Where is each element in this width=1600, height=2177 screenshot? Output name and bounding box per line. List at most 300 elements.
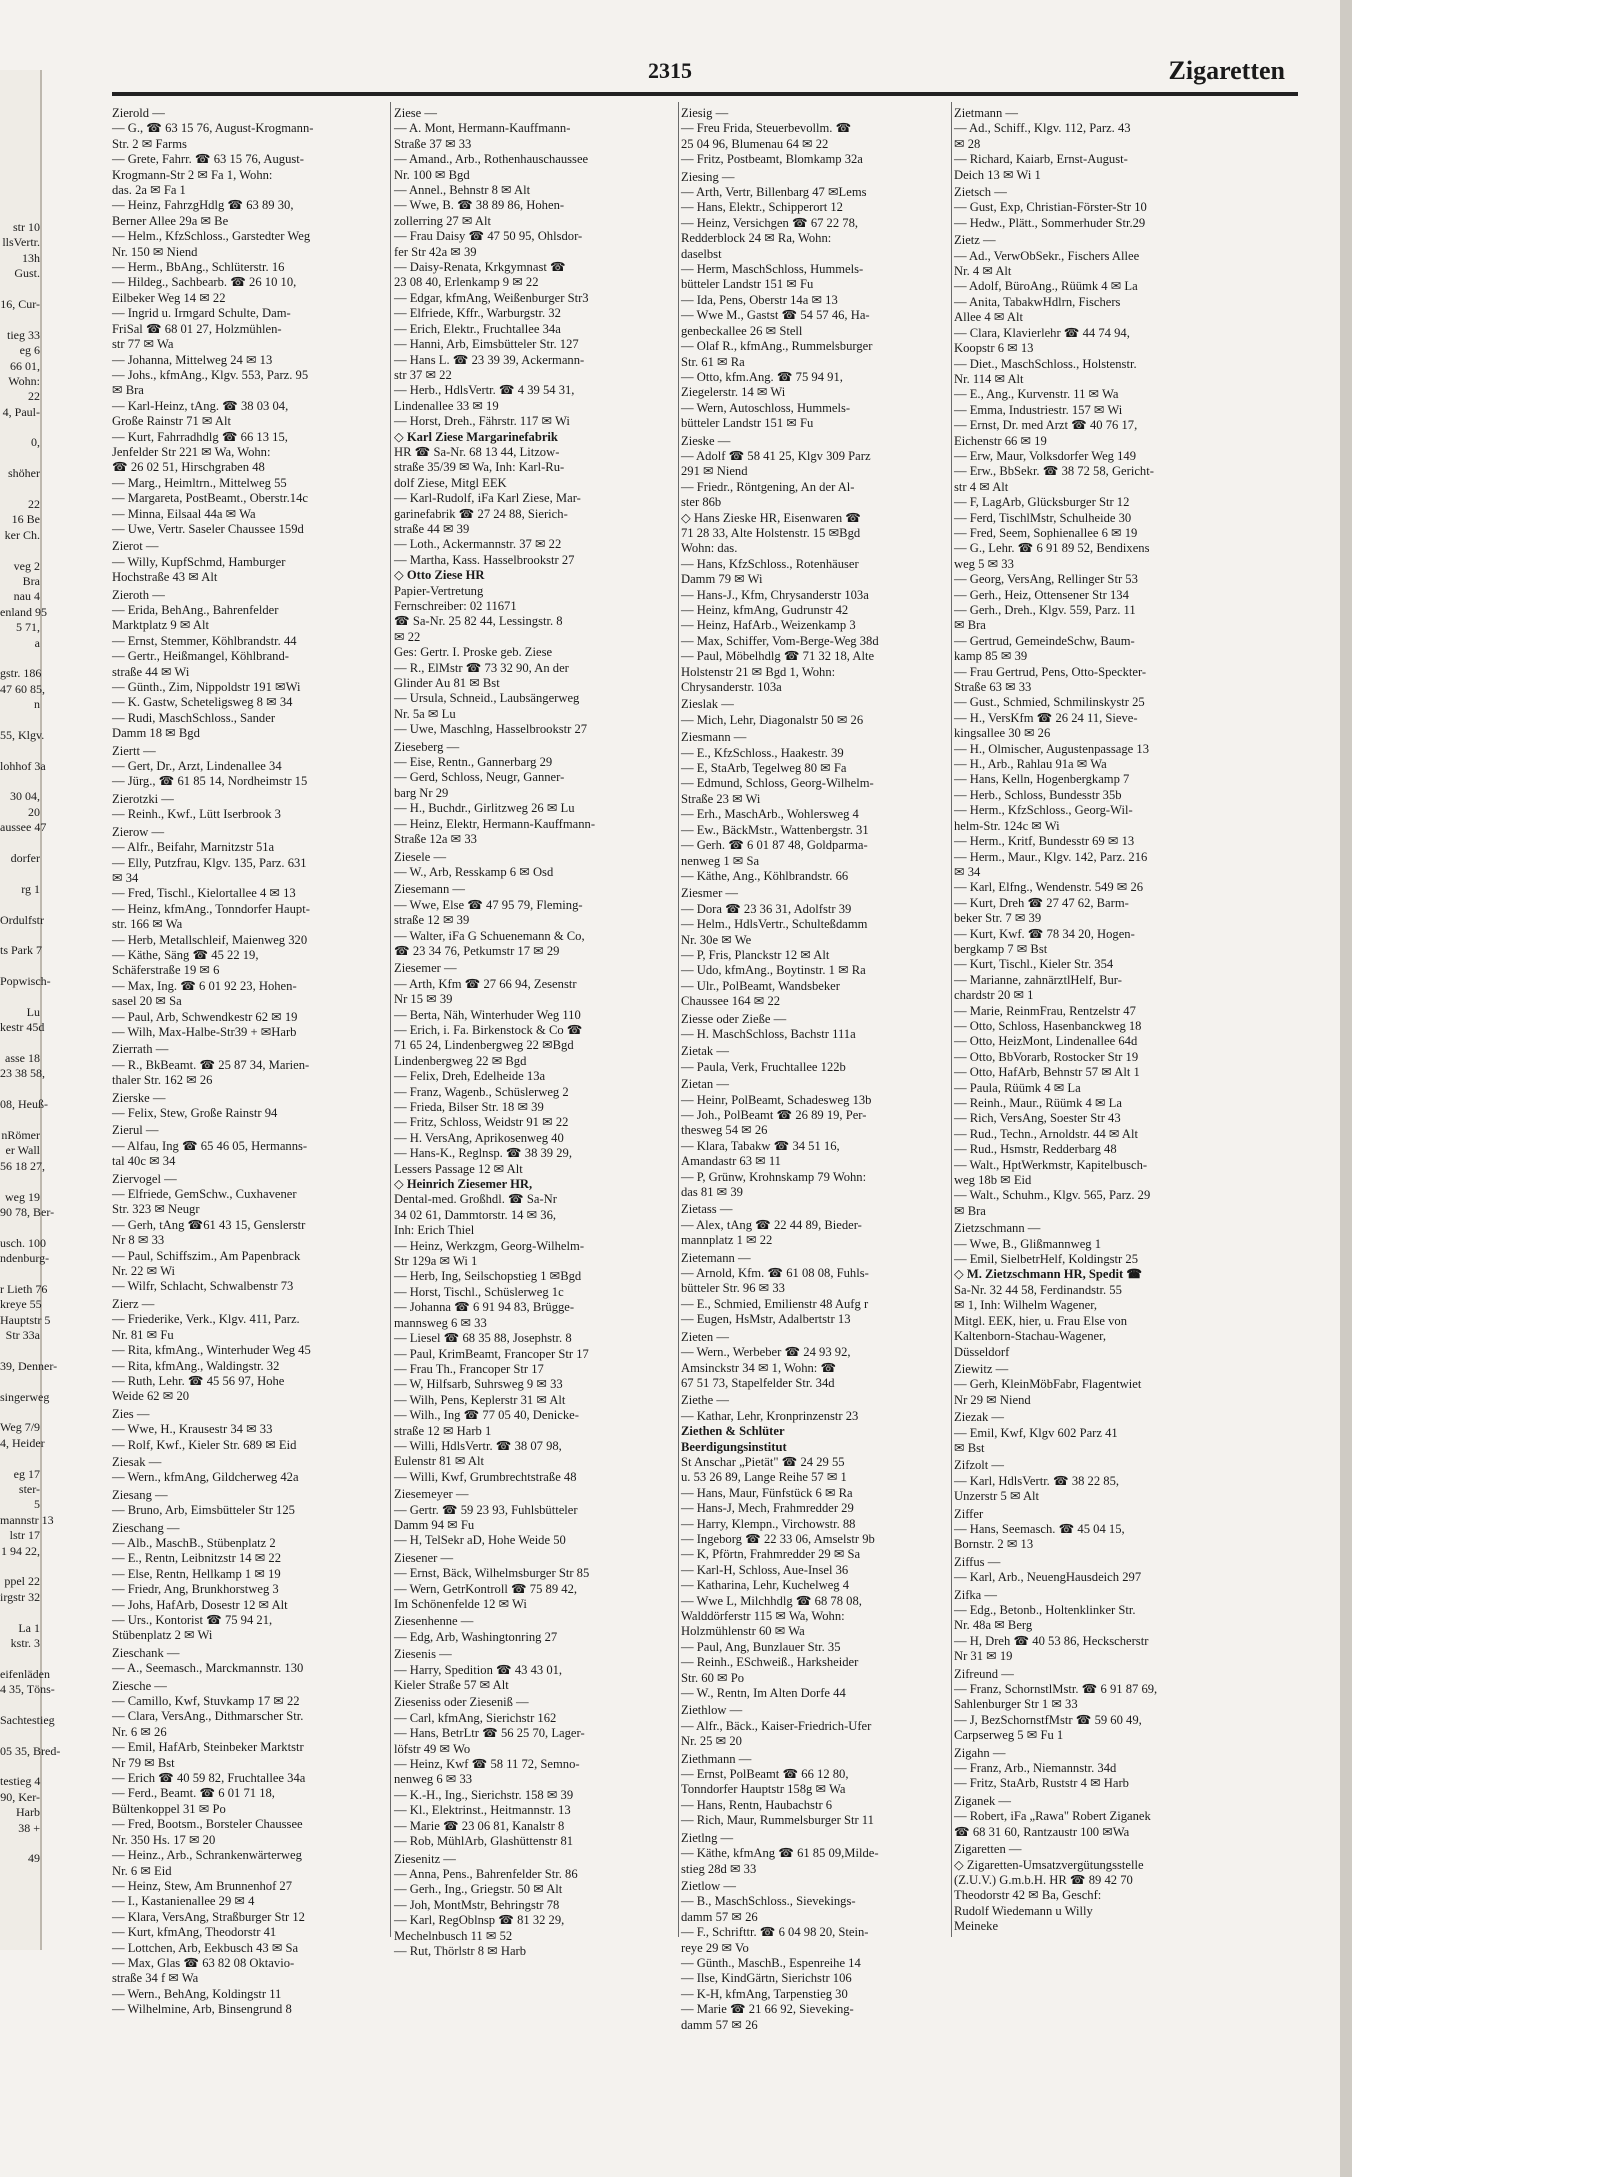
edge-fragment: Popwisch-	[0, 974, 51, 989]
directory-entry-line: Nr. 5a ✉ Lu	[394, 706, 456, 721]
surname-heading: Ziffer	[954, 1506, 984, 1521]
directory-entry-line: — Willi, HdlsVertr. ☎ 38 07 98,	[394, 1438, 562, 1453]
directory-entry-line: — A., Seemasch., Marckmannstr. 130	[112, 1661, 304, 1676]
directory-entry-line: — Fred, Bootsm., Borsteler Chaussee	[112, 1817, 303, 1832]
edge-fragment: 22	[28, 497, 40, 512]
directory-entry-line: — Frau Th., Francoper Str 17	[394, 1361, 544, 1376]
surname-heading: Zietan —	[681, 1077, 729, 1092]
directory-entry-line: Weide 62 ✉ 20	[112, 1389, 190, 1404]
edge-fragment: tieg 33	[7, 327, 40, 342]
directory-entry-line: Damm 94 ✉ Fu	[394, 1517, 475, 1532]
directory-entry-line: — Hedw., Plätt., Sommerhuder Str.29	[954, 215, 1146, 230]
directory-entry-line: ✉ 34	[954, 864, 981, 879]
directory-entry-line: Chaussee 164 ✉ 22	[681, 994, 781, 1009]
directory-entry-line: — Katharina, Lehr, Kuchelweg 4	[681, 1578, 850, 1593]
surname-heading: Ziesenitz —	[394, 1851, 456, 1866]
directory-entry-line: — Heinz, Stew, Am Brunnenhof 27	[112, 1878, 293, 1893]
directory-entry-line: — Kurt, kfmAng, Theodorstr 41	[112, 1925, 277, 1940]
directory-entry-line: — H., VersKfm ☎ 26 24 11, Sieve-	[954, 710, 1138, 725]
surname-heading: Zieslak —	[681, 697, 734, 712]
directory-entry-line: — Ulr., PolBeamt, Wandsbeker	[681, 978, 840, 993]
directory-entry-line: — Herb, Ing, Seilschopstieg 1 ✉Bgd	[394, 1269, 582, 1284]
directory-entry-line: — Ferd., Beamt. ☎ 6 01 71 18,	[112, 1786, 275, 1801]
directory-entry-line: — Ida, Pens, Oberstr 14a ✉ 13	[681, 292, 838, 307]
directory-entry-line: Wohn: das.	[681, 541, 738, 556]
directory-entry-line: — Heinz, HafArb., Weizenkamp 3	[681, 618, 856, 633]
directory-entry-line: — Gertr. ☎ 59 23 93, Fuhlsbütteler	[394, 1502, 578, 1517]
directory-entry-line: — Karl-H, Schloss, Aue-Insel 36	[681, 1562, 849, 1577]
directory-entry-line: Im Schönenfelde 12 ✉ Wi	[394, 1597, 527, 1611]
surname-heading: Zietlng —	[681, 1830, 734, 1845]
directory-entry-line: — Hanni, Arb, Eimsbütteler Str. 127	[394, 337, 579, 352]
edge-fragment: ts Park 7	[0, 943, 42, 958]
directory-entry-line: reye 29 ✉ Vo	[681, 1940, 749, 1955]
surname-heading: Zierot —	[112, 539, 159, 554]
directory-entry-line: — Georg, VersAng, Rellinger Str 53	[954, 572, 1138, 587]
directory-entry-line: — Ruth, Lehr. ☎ 45 56 97, Hohe	[112, 1373, 285, 1388]
edge-fragment: Str 33a	[5, 1328, 40, 1343]
directory-entry-line: — Elfriede, Kffr., Warburgstr. 32	[394, 306, 561, 321]
surname-heading: Zieseniss oder Zieseniß —	[394, 1695, 529, 1710]
surname-heading: Zietass —	[681, 1202, 733, 1217]
directory-entry-line: damm 57 ✉ 26	[681, 1909, 758, 1924]
directory-entry-line: — Reinh., Maur., Rüümk 4 ✉ La	[954, 1096, 1122, 1110]
directory-entry-line: — F, LagArb, Glücksburger Str 12	[954, 495, 1130, 510]
surname-heading: Ziethlow —	[681, 1703, 743, 1718]
directory-entry-line: Koopstr 6 ✉ 13	[954, 341, 1034, 356]
directory-entry-line: — Klara, VersAng, Straßburger Str 12	[112, 1909, 305, 1924]
directory-entry-line: — Gerh., Ing., Griegstr. 50 ✉ Alt	[394, 1882, 563, 1897]
surname-heading: Zigaretten —	[954, 1842, 1022, 1857]
directory-entry-line: — Wwe L, Milchhdlg ☎ 68 78 08,	[681, 1593, 862, 1608]
directory-entry-line: — Wern., Werbeber ☎ 24 93 92,	[681, 1345, 851, 1360]
directory-entry-line: — Amand., Arb., Rothenhauschaussee	[394, 152, 589, 167]
directory-entry-line: — Otto, kfm.Ang. ☎ 75 94 91,	[681, 369, 843, 384]
directory-entry-line: — Johs., kfmAng., Klgv. 553, Parz. 95	[112, 367, 309, 382]
surname-heading: Ziesig —	[681, 106, 729, 120]
directory-entry-line: Amandastr 63 ✉ 11	[681, 1154, 781, 1169]
edge-fragment	[0, 1698, 40, 1713]
directory-entry-line: — Franz, SchornstlMstr. ☎ 6 91 87 69,	[954, 1682, 1158, 1697]
surname-heading: Ziganek —	[954, 1793, 1012, 1808]
directory-entry-line: — Harry, Klempn., Virchowstr. 88	[681, 1516, 856, 1531]
directory-entry-line: — Kurt, Kwf. ☎ 78 34 20, Hogen-	[954, 926, 1135, 941]
directory-entry-line: Eulenstr 81 ✉ Alt	[394, 1454, 484, 1469]
directory-entry-line: — Friedr, Ang, Brunkhorstweg 3	[112, 1582, 279, 1597]
directory-entry-line: — Hans-K., Reglnsp. ☎ 38 39 29,	[394, 1146, 572, 1161]
surname-heading: Zierotzki —	[112, 791, 174, 806]
surname-heading: Zieseberg —	[394, 739, 460, 754]
directory-entry-line: — Johanna ☎ 6 91 94 83, Brügge-	[394, 1300, 575, 1315]
directory-entry-line: — Arth, Vertr, Billenbarg 47 ✉Lems	[681, 185, 867, 200]
directory-entry-line: — Kurt, Tischl., Kieler Str. 354	[954, 957, 1114, 972]
directory-entry-line: — Rolf, Kwf., Kieler Str. 689 ✉ Eid	[112, 1437, 297, 1452]
directory-entry-line: — Lottchen, Arb, Eekbusch 43 ✉ Sa	[112, 1940, 299, 1955]
directory-entry-line: — Alfr., Bäck., Kaiser-Friedrich-Ufer	[681, 1718, 872, 1733]
directory-entry-line: — K-H, kfmAng, Tarpenstieg 30	[681, 1986, 848, 2001]
directory-entry-line: nenweg 6 ✉ 33	[394, 1772, 473, 1787]
directory-entry-line: — Hans-J, Mech, Frahmredder 29	[681, 1501, 854, 1516]
directory-entry-line: Dental-med. Großhdl. ☎ Sa-Nr	[394, 1192, 557, 1207]
business-entry-line: ◇ Heinrich Ziesemer HR,	[394, 1177, 533, 1192]
edge-fragment: asse 18	[5, 1051, 40, 1066]
directory-entry-line: ◇ Zigaretten-Umsatzvergütungsstelle	[954, 1857, 1144, 1872]
directory-entry-line: — Otto, Schloss, Hasenbanckweg 18	[954, 1018, 1142, 1033]
directory-entry-line: str. 166 ✉ Wa	[112, 917, 183, 932]
directory-entry-line: — Edgar, kfmAng, Weißenburger Str3	[394, 290, 589, 305]
directory-entry-line: — Otto, BbVorarb, Rostocker Str 19	[954, 1049, 1139, 1064]
directory-entry-line: — Wwe, Else ☎ 47 95 79, Fleming-	[394, 897, 583, 912]
directory-entry-line: — Diet., MaschSchloss., Holstenstr.	[954, 356, 1137, 371]
edge-fragment	[0, 282, 40, 297]
directory-entry-line: — Martha, Kass. Hasselbrookstr 27	[394, 552, 575, 567]
directory-entry-line: — Rob, MühlArb, Glashüttenstr 81	[394, 1834, 574, 1849]
edge-fragment	[0, 1759, 40, 1774]
directory-entry-line: — Richard, Kaiarb, Ernst-August-	[954, 152, 1128, 167]
directory-entry-line: — K.-H., Ing., Sierichstr. 158 ✉ 39	[394, 1787, 574, 1802]
edge-fragment: kestr 45d	[0, 1020, 45, 1035]
directory-entry-line: barg Nr 29	[394, 785, 449, 800]
directory-entry-line: str 4 ✉ Alt	[954, 479, 1009, 494]
directory-entry-line: — Karl, HdlsVertr. ☎ 38 22 85,	[954, 1473, 1120, 1488]
surname-heading: Zietzschmann —	[954, 1221, 1041, 1236]
edge-fragment	[0, 451, 40, 466]
directory-entry-line: Chrysanderstr. 103a	[681, 680, 782, 695]
directory-entry-line: Große Rainstr 71 ✉ Alt	[112, 414, 231, 429]
edge-fragment	[0, 1113, 40, 1128]
directory-entry-line: Lindenbergweg 22 ✉ Bgd	[394, 1053, 527, 1068]
directory-entry-line: — Herb., HdlsVertr. ☎ 4 39 54 31,	[394, 383, 575, 398]
surname-heading: Zieske —	[681, 433, 731, 448]
directory-entry-line: — W., Arb, Resskamp 6 ✉ Osd	[394, 864, 554, 879]
edge-fragment: gstr. 186	[0, 666, 42, 681]
directory-entry-line: Allee 4 ✉ Alt	[954, 310, 1023, 325]
directory-entry-line: Schäferstraße 19 ✉ 6	[112, 963, 220, 978]
directory-entry-line: — Herm., BbAng., Schlüterstr. 16	[112, 260, 285, 275]
directory-entry-line: — H. VersAng, Aprikosenweg 40	[394, 1130, 564, 1145]
edge-fragment: Harb	[16, 1805, 40, 1820]
edge-fragment: 56 18 27,	[0, 1158, 45, 1173]
edge-fragment	[0, 836, 40, 851]
directory-entry-line: — Elly, Putzfrau, Klgv. 135, Parz. 631	[112, 855, 307, 870]
directory-entry-line: bütteler Landstr 151 ✉ Fu	[681, 416, 814, 431]
directory-entry-line: — K. Gastw, Scheteligsweg 8 ✉ 34	[112, 695, 293, 710]
directory-entry-line: — Emma, Industriestr. 157 ✉ Wi	[954, 402, 1123, 417]
directory-entry-line: — Wwe, B., Glißmannweg 1	[954, 1236, 1102, 1251]
directory-entry-line: — Fred, Seem, Sophienallee 6 ✉ 19	[954, 525, 1138, 540]
surname-heading: Ziesener —	[394, 1550, 454, 1565]
directory-entry-line: — Marie ☎ 21 66 92, Sieveking-	[681, 2002, 854, 2017]
directory-entry-line: — R., BkBeamt. ☎ 25 87 34, Marien-	[112, 1057, 310, 1072]
directory-entry-line: — Käthe, Ang., Köhlbrandstr. 66	[681, 868, 849, 883]
directory-entry-line: Nr 79 ✉ Bst	[112, 1755, 175, 1770]
directory-entry-line: — E, StaArb, Tegelweg 80 ✉ Fa	[681, 761, 847, 776]
directory-entry-line: — Minna, Eilsaal 44a ✉ Wa	[112, 506, 256, 521]
directory-entry-line: — Marianne, zahnärztlHelf, Bur-	[954, 972, 1122, 987]
directory-entry-line: — Clara, Klavierlehr ☎ 44 74 94,	[954, 325, 1130, 340]
directory-entry-line: — Bruno, Arb, Eimsbütteler Str 125	[112, 1503, 295, 1518]
directory-entry-line: — Horst, Dreh., Fährstr. 117 ✉ Wi	[394, 414, 570, 429]
surname-heading: Ziesenhenne —	[394, 1614, 474, 1629]
edge-fragment: dorfer	[10, 851, 40, 866]
directory-entry-line: — Ad., Schiff., Klgv. 112, Parz. 43	[954, 121, 1131, 136]
directory-entry-line: — Paula, Verk, Fruchtallee 122b	[681, 1059, 846, 1074]
edge-fragment	[0, 1082, 40, 1097]
directory-entry-line: — Fred, Tischl., Kielortallee 4 ✉ 13	[112, 886, 296, 901]
directory-entry-line: Nr. 25 ✉ 20	[681, 1734, 742, 1749]
surname-heading: Zieschang —	[112, 1520, 180, 1535]
surname-heading: Ziesmann —	[681, 730, 747, 745]
directory-entry-line: ✉ 1, Inh: Wilhelm Wagener,	[954, 1298, 1098, 1313]
directory-entry-line: ✉ Bra	[112, 383, 144, 398]
directory-entry-line: — Emil, Kwf, Klgv 602 Parz 41	[954, 1425, 1118, 1440]
edge-fragment	[0, 312, 40, 327]
directory-entry-line: stieg 28d ✉ 33	[681, 1861, 757, 1876]
directory-entry-line: Nr. 6 ✉ 26	[112, 1724, 167, 1739]
edge-fragment: usch. 100	[0, 1235, 46, 1250]
directory-entry-line: 71 65 24, Lindenbergweg 22 ✉Bgd	[394, 1038, 574, 1053]
directory-entry-line: — Alex, tAng ☎ 22 44 89, Bieder-	[681, 1217, 862, 1232]
directory-entry-line: — Gerh., Dreh., Klgv. 559, Parz. 11	[954, 603, 1136, 617]
directory-entry-line: daselbst	[681, 246, 722, 261]
directory-entry-line: — Klara, Tabakw ☎ 34 51 16,	[681, 1138, 840, 1153]
directory-entry-line: Nr. 350 Hs. 17 ✉ 20	[112, 1832, 216, 1847]
edge-fragment	[0, 420, 40, 435]
directory-entry-line: — Hans, Elektr., Schipperort 12	[681, 200, 843, 215]
surname-heading: Zietlow —	[681, 1878, 736, 1893]
edge-fragment: ppel 22	[4, 1574, 40, 1589]
directory-entry-line: ✉ 28	[954, 136, 981, 151]
edge-fragment: 23 38 58,	[0, 1066, 45, 1081]
directory-entry-line: — Ursula, Schneid., Laubsängerweg	[394, 691, 580, 706]
directory-entry-line: — Wern., kfmAng, Gildcherweg 42a	[112, 1470, 299, 1485]
directory-entry-line: Redderblock 24 ✉ Ra, Wohn:	[681, 231, 832, 246]
directory-entry-line: Hochstraße 43 ✉ Alt	[112, 570, 218, 585]
directory-entry-line: zollerring 27 ✉ Alt	[394, 213, 491, 228]
edge-fragment	[0, 928, 40, 943]
directory-entry-line: — Ew., BäckMstr., Wattenbergstr. 31	[681, 822, 869, 837]
directory-entry-line: — Kurt, Dreh ☎ 27 47 62, Barm-	[954, 895, 1129, 910]
surname-heading: Ziesemeyer —	[394, 1487, 469, 1502]
edge-fragment: ndenburg-	[0, 1251, 50, 1266]
surname-heading: Ziesele —	[394, 849, 447, 864]
directory-entry-line: — Alfr., Beifahr, Marnitzstr 51a	[112, 840, 275, 855]
directory-entry-line: — Carl, kfmAng, Sierichstr 162	[394, 1710, 557, 1725]
directory-entry-line: — Heinz, Elektr, Hermann-Kauffmann-	[394, 816, 596, 831]
directory-entry-line: Tonndorfer Hauptstr 158g ✉ Wa	[681, 1782, 846, 1797]
directory-entry-line: — Karl, RegOblnsp ☎ 81 32 29,	[394, 1913, 565, 1928]
edge-fragment	[0, 990, 40, 1005]
directory-entry-line: — Else, Rentn, Hellkamp 1 ✉ 19	[112, 1566, 281, 1581]
directory-entry-line: garinefabrik ☎ 27 24 88, Sierich-	[394, 506, 568, 521]
directory-entry-line: Bornstr. 2 ✉ 13	[954, 1537, 1034, 1552]
directory-entry-line: Papier-Vertretung	[394, 583, 484, 598]
directory-entry-line: — Fritz, Schloss, Weidstr 91 ✉ 22	[394, 1115, 569, 1130]
directory-entry-line: — Rita, kfmAng., Winterhuder Weg 45	[112, 1343, 311, 1358]
directory-entry-line: — Heinz, kfmAng., Tonndorfer Haupt-	[112, 901, 310, 916]
edge-fragment	[0, 1728, 40, 1743]
directory-entry-line: — Daisy-Renata, Krkgymnast ☎	[394, 260, 566, 275]
edge-fragment	[0, 1836, 40, 1851]
directory-entry-line: — Wern, GetrKontroll ☎ 75 89 42,	[394, 1581, 578, 1596]
directory-entry-line: Meineke	[954, 1919, 999, 1934]
directory-entry-line: — J, BezSchornstfMstr ☎ 59 60 49,	[954, 1712, 1142, 1727]
surname-heading: Zietsch —	[954, 185, 1007, 200]
directory-entry-line: weg 5 ✉ 33	[954, 556, 1014, 571]
directory-entry-line: — Ingeborg ☎ 22 33 06, Amselstr 9b	[681, 1531, 875, 1546]
directory-entry-line: — Ad., VerwObSekr., Fischers Allee	[954, 248, 1140, 263]
directory-entry-line: kingsallee 30 ✉ 26	[954, 726, 1051, 741]
directory-entry-line: 23 08 40, Erlenkamp 9 ✉ 22	[394, 275, 539, 290]
page-shadow	[1340, 0, 1352, 2177]
directory-column-3	[681, 104, 951, 2032]
directory-entry-line: — Walt., HptWerkmstr, Kapitelbusch-	[954, 1157, 1148, 1172]
directory-entry-line: — P, Grünw, Krohnskamp 79 Wohn:	[681, 1169, 867, 1184]
directory-entry-line: — G., ☎ 63 15 76, August-Krogmann-	[112, 121, 314, 136]
directory-entry-line: — Erh., MaschArb., Wohlersweg 4	[681, 807, 859, 822]
directory-entry-line: — Heinz, FahrzgHdlg ☎ 63 89 30,	[112, 198, 294, 213]
directory-entry-line: — Alfau, Ing ☎ 65 46 05, Hermanns-	[112, 1138, 308, 1153]
directory-entry-line: — Herb., Schloss, Bundesstr 35b	[954, 787, 1122, 802]
directory-entry-line: — Gust, Exp, Christian-Förster-Str 10	[954, 200, 1147, 215]
edge-fragment	[0, 1405, 40, 1420]
edge-fragment: lstr 17	[9, 1528, 40, 1543]
edge-fragment: r Lieth 76	[0, 1281, 48, 1296]
directory-entry-line: — Gerd, Schloss, Neugr, Ganner-	[394, 770, 565, 785]
directory-entry-line: Nr. 114 ✉ Alt	[954, 371, 1024, 386]
directory-entry-line: — Erich ☎ 40 59 82, Fruchtallee 34a	[112, 1771, 306, 1786]
surname-heading: Zies —	[112, 1406, 150, 1421]
directory-entry-line: Lindenallee 33 ✉ 19	[394, 398, 499, 413]
edge-fragment: 1 94 22,	[1, 1543, 40, 1558]
surname-heading: Ziezak —	[954, 1410, 1004, 1425]
surname-heading: Zietz —	[954, 233, 996, 248]
directory-entry-line: Nr. 22 ✉ Wi	[112, 1264, 175, 1279]
surname-heading: Zieten —	[681, 1329, 729, 1344]
directory-entry-line: — Käthe, kfmAng ☎ 61 85 09,Milde-	[681, 1846, 879, 1861]
directory-entry-line: das 81 ✉ 39	[681, 1185, 743, 1200]
edge-fragment	[0, 482, 40, 497]
surname-heading: Ziesak —	[112, 1454, 162, 1469]
directory-entry-line: — Wwe, B. ☎ 38 89 86, Hohen-	[394, 198, 565, 213]
directory-entry-line: — Paula, Rüümk 4 ✉ La	[954, 1080, 1081, 1095]
edge-fragment: 49	[28, 1851, 40, 1866]
edge-fragment: 5 71,	[16, 620, 40, 635]
surname-heading: Zierrath —	[112, 1042, 169, 1057]
directory-entry-line: fer Str 42a ✉ 39	[394, 244, 477, 259]
directory-entry-line: Lessers Passage 12 ✉ Alt	[394, 1161, 523, 1176]
directory-entry-line: — Mich, Lehr, Diagonalstr 50 ✉ 26	[681, 712, 864, 727]
directory-entry-line: — Horst, Tischl., Schüslerweg 1c	[394, 1284, 564, 1299]
surname-heading: Ziethmann —	[681, 1751, 752, 1766]
directory-entry-line: — Wilh, Pens, Keplerstr 31 ✉ Alt	[394, 1392, 566, 1407]
directory-entry-line: FriSal ☎ 68 01 27, Holzmühlen-	[112, 321, 282, 336]
directory-entry-line: — Heinz, Versichgen ☎ 67 22 78,	[681, 215, 859, 230]
edge-fragment: La 1	[18, 1620, 40, 1635]
edge-fragment	[0, 1451, 40, 1466]
surname-heading: Zietak —	[681, 1044, 729, 1059]
directory-entry-line: — Heinr, PolBeamt, Schadesweg 13b	[681, 1092, 872, 1107]
directory-entry-line: — Max, Schiffer, Vom-Berge-Weg 38d	[681, 633, 879, 648]
directory-entry-line: — Paul, Arb, Schwendkestr 62 ✉ 19	[112, 1009, 298, 1024]
edge-fragment: irgstr 32	[0, 1589, 41, 1604]
directory-entry-line: straße 35/39 ✉ Wa, Inh: Karl-Ru-	[394, 460, 565, 475]
directory-entry-line: — Herm., Kritf, Bundesstr 69 ✉ 13	[954, 834, 1135, 849]
directory-entry-line: ✉ Bra	[954, 1203, 986, 1218]
directory-entry-line: — Rich, VersAng, Soester Str 43	[954, 1111, 1121, 1126]
directory-entry-line: — Herm., Maur., Klgv. 142, Parz. 216	[954, 849, 1148, 864]
directory-entry-line: — Wwe, H., Krausestr 34 ✉ 33	[112, 1422, 273, 1437]
edge-fragment: 0,	[31, 435, 40, 450]
edge-fragment: 22	[28, 389, 40, 404]
directory-entry-line: löfstr 49 ✉ Wo	[394, 1741, 471, 1756]
directory-entry-line: das. 2a ✉ Fa 1	[112, 183, 186, 198]
directory-entry-line: Straße 37 ✉ 33	[394, 136, 472, 151]
directory-entry-line: — Eise, Rentn., Gannerbarg 29	[394, 755, 553, 770]
directory-entry-line: — Grete, Fahrr. ☎ 63 15 76, August-	[112, 152, 304, 167]
directory-entry-line: — Paul, Ang, Bunzlauer Str. 35	[681, 1639, 841, 1654]
directory-entry-line: — G., Lehr. ☎ 6 91 89 52, Bendixens	[954, 541, 1150, 556]
directory-entry-line: Str 129a ✉ Wi 1	[394, 1254, 478, 1269]
directory-entry-line: — Heinz, Kwf ☎ 58 11 72, Semno-	[394, 1757, 580, 1772]
directory-entry-line: beker Str. 7 ✉ 39	[954, 911, 1042, 926]
edge-fragment: testieg 4	[0, 1774, 41, 1789]
directory-entry-line: Jenfelder Str 221 ✉ Wa, Wohn:	[112, 444, 271, 459]
section-title: Zigaretten	[1168, 56, 1285, 85]
directory-entry-line: — Heinz, kfmAng, Gudrunstr 42	[681, 603, 849, 617]
directory-entry-line: Mitgl. EEK, hier, u. Frau Else von	[954, 1313, 1127, 1328]
directory-entry-line: — Ingrid u. Irmgard Schulte, Dam-	[112, 306, 291, 321]
directory-entry-line: — F., Schrifttr. ☎ 6 04 98 20, Stein-	[681, 1925, 869, 1940]
directory-entry-line: — P, Fris, Planckstr 12 ✉ Alt	[681, 947, 830, 962]
directory-entry-line: — Dora ☎ 23 36 31, Adolfstr 39	[681, 901, 852, 916]
directory-entry-line: — Walter, iFa G Schuenemann & Co,	[394, 928, 585, 943]
directory-entry-line: Nr. 150 ✉ Niend	[112, 244, 198, 259]
directory-entry-line: — H., Buchdr., Girlitzweg 26 ✉ Lu	[394, 801, 575, 816]
directory-entry-line: — Helm., KfzSchloss., Garstedter Weg	[112, 229, 311, 244]
directory-entry-line: — Ilse, KindGärtn, Sierichstr 106	[681, 1971, 852, 1986]
surname-heading: Zierold —	[112, 106, 165, 120]
directory-entry-line: — Felix, Dreh, Edelheide 13a	[394, 1069, 546, 1084]
directory-entry-line: Str. 61 ✉ Ra	[681, 354, 745, 369]
surname-heading: Zieroth —	[112, 587, 165, 602]
directory-entry-line: — Karl, Elfng., Wendenstr. 549 ✉ 26	[954, 880, 1144, 895]
directory-entry-line: — Paul, KrimBeamt, Francoper Str 17	[394, 1346, 589, 1361]
directory-entry-line: — W, Hilfsarb, Suhrsweg 9 ✉ 33	[394, 1377, 563, 1392]
business-entry-line: ◇ Otto Ziese HR	[394, 568, 485, 583]
surname-heading: Zierul —	[112, 1123, 159, 1138]
directory-entry-line: — Fritz, StaArb, Ruststr 4 ✉ Harb	[954, 1776, 1129, 1791]
directory-column-4	[954, 104, 1299, 1934]
directory-entry-line: 25 04 96, Blumenau 64 ✉ 22	[681, 136, 829, 151]
directory-entry-line: Glinder Au 81 ✉ Bst	[394, 676, 500, 691]
directory-entry-line: — Paul, Möbelhdlg ☎ 71 32 18, Alte	[681, 649, 875, 664]
directory-entry-line: Nr 29 ✉ Niend	[954, 1392, 1031, 1407]
surname-heading: Zietmann —	[954, 106, 1019, 120]
directory-entry-line: Holstenstr 21 ✉ Bgd 1, Wohn:	[681, 664, 836, 679]
surname-heading: Ziewitz —	[954, 1361, 1009, 1376]
directory-entry-line: Krogmann-Str 2 ✉ Fa 1, Wohn:	[112, 167, 273, 182]
directory-entry-line: — Herm, MaschSchloss, Hummels-	[681, 262, 864, 277]
directory-entry-line: — Gerh, tAng ☎61 43 15, Genslerstr	[112, 1217, 306, 1232]
directory-entry-line: — Hans, Seemasch. ☎ 45 04 15,	[954, 1521, 1125, 1536]
directory-entry-line: — Clara, VersAng., Dithmarscher Str.	[112, 1709, 304, 1724]
directory-entry-line: — Alb., MaschB., Stübenplatz 2	[112, 1535, 276, 1550]
edge-fragment: 16 Be	[11, 512, 40, 527]
directory-entry-line: — I., Kastanienallee 29 ✉ 4	[112, 1894, 255, 1909]
edge-fragment: Wohn:	[8, 373, 40, 388]
surname-heading: Ziffus —	[954, 1554, 1001, 1569]
